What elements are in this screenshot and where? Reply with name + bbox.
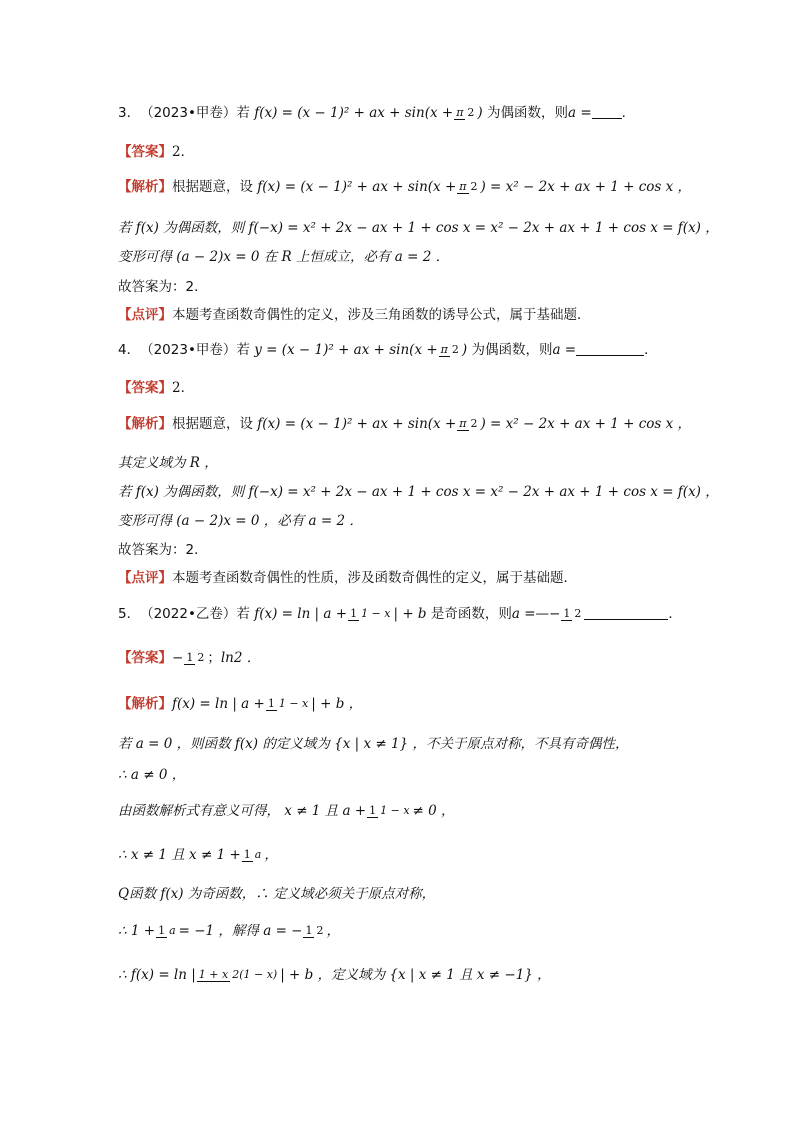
q5-analysis-6: Q函数 f(x) 为奇函数，∴ 定义域必须关于原点对称， [118, 885, 436, 902]
q4-number: 4． [118, 341, 141, 358]
q4-analysis-4: 变形可得 (a − 2)x = 0 ，必有 a = 2 ． [118, 512, 363, 529]
q5-analysis-2: 若 a = 0 ，则函数 f(x) 的定义域为 {x | x ≠ 1} ，不关于原点对称，不具有奇偶性， [118, 735, 629, 752]
q4-expression: y = (x − 1)² + ax + sin(x + [254, 341, 438, 358]
q5-analysis-7: ∴ 1 +1 a= −1 ，解得 a = −1 2， [118, 922, 340, 939]
analysis-label: 【解析】 [118, 178, 172, 195]
q5-analysis-4: 由函数解析式有意义可得， x ≠ 1 且 a +1 1 − x≠ 0 ， [118, 802, 455, 819]
q4-analysis-3: 若 f(x) 为偶函数，则 f(−x) = x² + 2x − ax + 1 + cos x = x² − 2x + ax + 1 + cos x = f(x) ， [118, 483, 719, 500]
q5-number: 5． [118, 605, 141, 622]
q5-analysis-3: ∴ a ≠ 0 ， [118, 766, 186, 783]
q3-stem: 3．（2023•甲卷）若 f(x) = (x − 1)² + ax + sin(x +π 2 ) 为偶函数，则a =． [118, 104, 636, 121]
q3-analysis-2: 若 f(x) 为偶函数，则 f(−x) = x² + 2x − ax + 1 + cos x = x² − 2x + ax + 1 + cos x = f(x) ， [118, 219, 719, 236]
q4-answer-blank[interactable] [576, 343, 644, 356]
q4-source: （2023•甲卷） [140, 341, 237, 358]
q4-analysis-1: 【解析】根据题意，设 f(x) = (x − 1)² + ax + sin(x +π 2 ) = x² − 2x + ax + 1 + cos x ， [118, 415, 692, 432]
q3-comment: 【点评】本题考查函数奇偶性的定义，涉及三角函数的诱导公式，属于基础题． [118, 306, 591, 323]
q4-analysis-5: 故答案为：2． [118, 541, 208, 558]
q3-answer-blank[interactable] [592, 106, 622, 119]
comment-label: 【点评】 [118, 306, 172, 323]
answer-label: 【答案】 [118, 143, 172, 160]
q5-answer-blank[interactable] [584, 607, 668, 620]
q3-expression: f(x) = (x − 1)² + ax + sin(x + [254, 104, 454, 121]
q4-analysis-2: 其定义域为 R ， [118, 454, 218, 471]
q3-analysis-3: 变形可得 (a − 2)x = 0 在 R 上恒成立，必有 a = 2 ． [118, 248, 450, 265]
q3-analysis-4: 故答案为：2． [118, 278, 208, 295]
q4-stem: 4．（2023•甲卷）若 y = (x − 1)² + ax + sin(x +π 2 ) 为偶函数，则a = ． [118, 341, 658, 358]
q3-number: 3． [118, 104, 141, 121]
q5-expression: f(x) = ln | a + [254, 605, 348, 622]
q5-answer: 【答案】− 1 2 ；ln2 ． [118, 649, 261, 666]
q3-answer: 【答案】2． [118, 143, 195, 160]
q5-stem: 5．（2022•乙卷）若 f(x) = ln | a +1 1 − x| + b 是奇函数，则a =—− 1 2 ． [118, 605, 682, 622]
q3-source: （2023•甲卷） [140, 104, 237, 121]
q3-fraction: π 2 [456, 105, 475, 119]
q3-analysis-1: 【解析】根据题意，设 f(x) = (x − 1)² + ax + sin(x +π 2 ) = x² − 2x + ax + 1 + cos x ， [118, 178, 692, 195]
q4-answer: 【答案】2． [118, 379, 195, 396]
q5-analysis-5: ∴ x ≠ 1 且 x ≠ 1 +1 a， [118, 846, 278, 863]
q5-source: （2022•乙卷） [140, 605, 237, 622]
q5-analysis-8: ∴ f(x) = ln |1 + x 2(1 − x)| + b ，定义域为 {x | x ≠ 1 且 x ≠ −1} ， [118, 966, 551, 983]
q5-analysis-1: 【解析】f(x) = ln | a +1 1 − x| + b ， [118, 695, 363, 712]
q4-comment: 【点评】本题考查函数奇偶性的性质，涉及函数奇偶性的定义，属于基础题． [118, 569, 577, 586]
